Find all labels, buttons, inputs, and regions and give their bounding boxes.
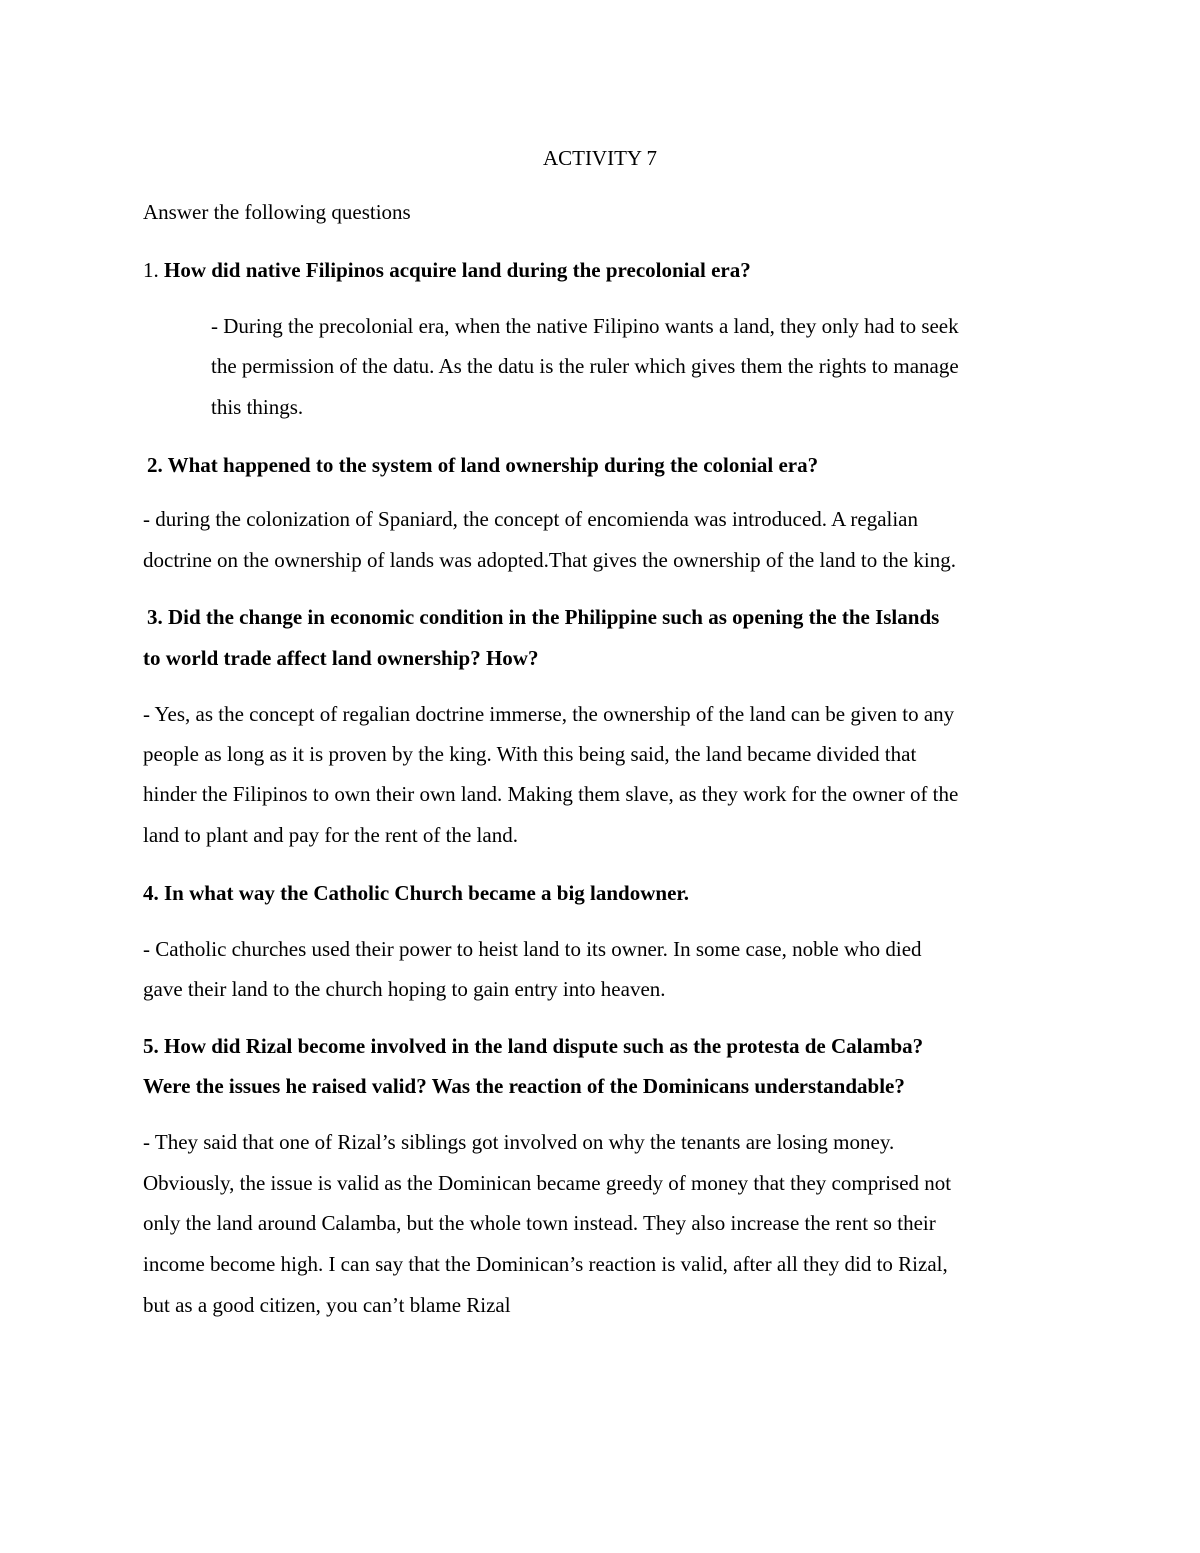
answer-3-line: hinder the Filipinos to own their own land. Making them slave, as they work for the owner of the xyxy=(143,782,959,806)
question-5-line: Were the issues he raised valid? Was the reaction of the Dominicans understandable? xyxy=(143,1074,905,1098)
answer-4-line: - Catholic churches used their power to heist land to its owner. In some case, noble who died xyxy=(143,937,922,961)
answer-3-line: - Yes, as the concept of regalian doctrine immerse, the ownership of the land can be given to any xyxy=(143,702,955,726)
question-2-text: 2. What happened to the system of land ownership during the colonial era? xyxy=(147,453,819,477)
answer-5-line: income become high. I can say that the Dominican’s reaction is valid, after all they did to Rizal, xyxy=(143,1252,948,1276)
document-title: ACTIVITY 7 xyxy=(542,146,658,170)
answer-2-line: doctrine on the ownership of lands was adopted.That gives the ownership of the land to the king. xyxy=(143,548,956,572)
question-3-line: to world trade affect land ownership? How? xyxy=(143,646,539,670)
question-3-line: 3. Did the change in economic condition in the Philippine such as opening the the Islands xyxy=(147,605,940,629)
instruction-text: Answer the following questions xyxy=(143,200,411,224)
answer-3-line: people as long as it is proven by the king. With this being said, the land became divided that xyxy=(143,742,917,766)
answer-3-line: land to plant and pay for the rent of the land. xyxy=(143,823,518,847)
answer-5-line: Obviously, the issue is valid as the Dominican became greedy of money that they comprised not xyxy=(143,1171,952,1195)
answer-4-line: gave their land to the church hoping to gain entry into heaven. xyxy=(143,977,666,1001)
answer-1-line: this things. xyxy=(211,395,304,419)
question-4-text: 4. In what way the Catholic Church became a big landowner. xyxy=(143,881,690,905)
question-1-number: 1. xyxy=(143,258,159,282)
answer-5-line: - They said that one of Rizal’s siblings got involved on why the tenants are losing money. xyxy=(143,1130,895,1154)
answer-2-line: - during the colonization of Spaniard, the concept of encomienda was introduced. A regalian xyxy=(143,507,919,531)
question-5-line: 5. How did Rizal become involved in the land dispute such as the protesta de Calamba? xyxy=(143,1034,924,1058)
answer-1-line: the permission of the datu. As the datu is the ruler which gives them the rights to manage xyxy=(211,354,959,378)
answer-1-line: - During the precolonial era, when the native Filipino wants a land, they only had to seek xyxy=(211,314,959,338)
answer-5-line: but as a good citizen, you can’t blame Rizal xyxy=(143,1293,511,1317)
answer-5-line: only the land around Calamba, but the whole town instead. They also increase the rent so their xyxy=(143,1211,936,1235)
question-1-text: How did native Filipinos acquire land during the precolonial era? xyxy=(164,258,751,282)
question-1 xyxy=(143,256,751,284)
